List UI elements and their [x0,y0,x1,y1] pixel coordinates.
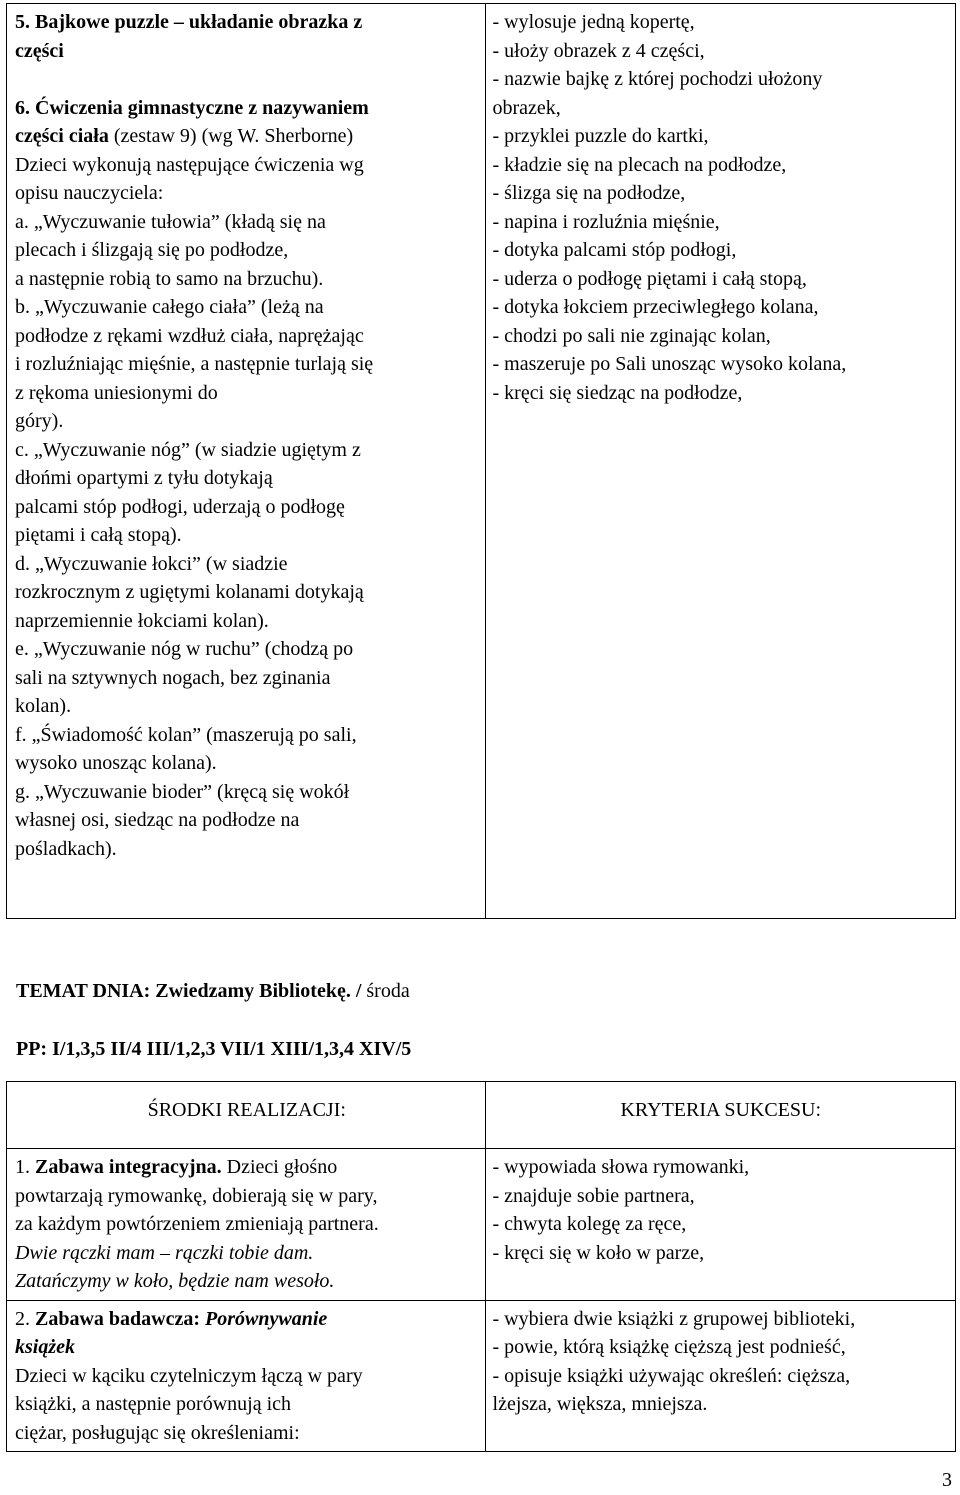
criteria-item: obrazek, [492,96,561,119]
header-means: ŚRODKI REALIZACJI: [7,1082,486,1149]
activities-table [6,3,956,919]
criteria-item: lżejsza, większa, mniejsza. [492,1393,708,1415]
curriculum-codes: PP: I/1,3,5 II/4 III/1,2,3 VII/1 XIII/1,3,4 XIV/5 [16,1038,412,1060]
criteria-item: - kręci się w koło w parze, [492,1241,705,1264]
criteria-item: - uderza o podłogę piętami i całą stopą, [492,267,807,290]
criteria-item: - maszeruje po Sali unosząc wysoko kolana, [492,353,847,375]
section-5-title: 5. Bajkowe puzzle – układanie obrazka z [15,11,363,33]
criteria-item: - wybiera dwie książki z grupowej biblioteki, [492,1307,856,1330]
exercise-d: d. „Wyczuwanie łokci” (w siadzie [15,552,288,575]
criteria-item: - kładzie się na plecach na podłodze, [492,153,787,176]
activity-2-cell: 2. Zabawa badawcza: Porównywanie książek Dzieci w kąciku czytelniczym łączą w pary książki, a następnie porównują ich ciężar, posługując się określeniami: [7,1300,486,1452]
page-number: 3 [942,1469,952,1491]
criteria-item: - nazwie bajkę z której pochodzi ułożony [492,68,823,90]
activities-left-cell: 5. Bajkowe puzzle – układanie obrazka z części 6. Ćwiczenia gimnastyczne z nazywaniem części ciała (zestaw 9) (wg W. Sherborne) Dzieci wykonują następujące ćwiczenia wg opisu nauczyciela: a. „Wyczuwanie tułowia” (kładą się na plecach i ślizgają się po podłodze, a następnie robią to samo na brzuchu). b. „Wyczuwanie całego ciała” (leżą na podłodze z rękami wzdłuż ciała, naprężając i rozluźniając mięśnie, a następnie turlają się z rękoma uniesionymi do góry). c. „Wyczuwanie nóg” (w siadzie ugiętym z dłońmi opartymi z tyłu dotykają palcami stóp podłogi, uderzają o podłogę piętami i całą stopą). d. „Wyczuwanie łokci” (w siadzie rozkrocznym z ugiętymi kolanami dotykają naprzemiennie łokciami kolan). e. „Wyczuwanie nóg w ruchu” (chodzą po sali na sztywnych nogach, bez zginania kolan). f. „Świadomość kolan” (maszerują po sali, wysoko unosząc kolana). g. „Wyczuwanie bioder” (kręcą się wokół własnej osi, siedząc na podłodze na pośladkach). [7,4,486,919]
header-criteria: KRYTERIA SUKCESU: [485,1082,955,1149]
activity-1-cell: 1. Zabawa integracyjna. Dzieci głośno powtarzają rymowankę, dobierają się w pary, za każdym powtórzeniem zmieniają partnera. Dwie rączki mam – rączki tobie dam. Zatańczymy w koło, będzie nam wesoło. [7,1149,486,1301]
criteria-item: - opisuje książki używając określeń: cięższa, [492,1364,851,1387]
exercise-c: c. „Wyczuwanie nóg” (w siadzie ugiętym z [15,438,361,461]
topic-of-day: TEMAT DNIA: Zwiedzamy Bibliotekę. / środa [16,980,410,1002]
criteria-item: - znajduje sobie partnera, [492,1184,695,1207]
criteria-item: - powie, którą książkę cięższą jest podnieść, [492,1336,846,1358]
criteria-item: - przyklei puzzle do kartki, [492,125,709,147]
criteria-item: - chwyta kolegę za ręce, [492,1213,687,1235]
criteria-right-cell [485,4,955,919]
activity-2-criteria [485,1300,955,1452]
criteria-item: - ułoży obrazek z 4 części, [492,39,705,62]
criteria-item: - dotyka palcami stóp podłogi, [492,239,737,261]
criteria-item: - dotyka łokciem przeciwległego kolana, [492,296,819,318]
exercise-a: a. „Wyczuwanie tułowia” (kładą się na [15,210,326,233]
criteria-item: - ślizga się na podłodze, [492,182,686,204]
realization-table [6,1081,956,1452]
exercise-e: e. „Wyczuwanie nóg w ruchu” (chodzą po [15,638,354,660]
exercise-f: f. „Świadomość kolan” (maszerują po sali, [15,723,357,746]
activity-1-criteria [485,1149,955,1301]
criteria-item: - wylosuje jedną kopertę, [492,11,695,33]
criteria-item: - napina i rozluźnia mięśnie, [492,210,720,233]
exercise-b: b. „Wyczuwanie całego ciała” (leżą na [15,296,324,318]
criteria-item: - kręci się siedząc na podłodze, [492,381,743,404]
exercise-g: g. „Wyczuwanie bioder” (kręcą się wokół [15,780,350,803]
criteria-item: - chodzi po sali nie zginając kolan, [492,324,771,347]
criteria-item: - wypowiada słowa rymowanki, [492,1156,750,1178]
section-6-title: 6. Ćwiczenia gimnastyczne z nazywaniem [15,96,369,119]
